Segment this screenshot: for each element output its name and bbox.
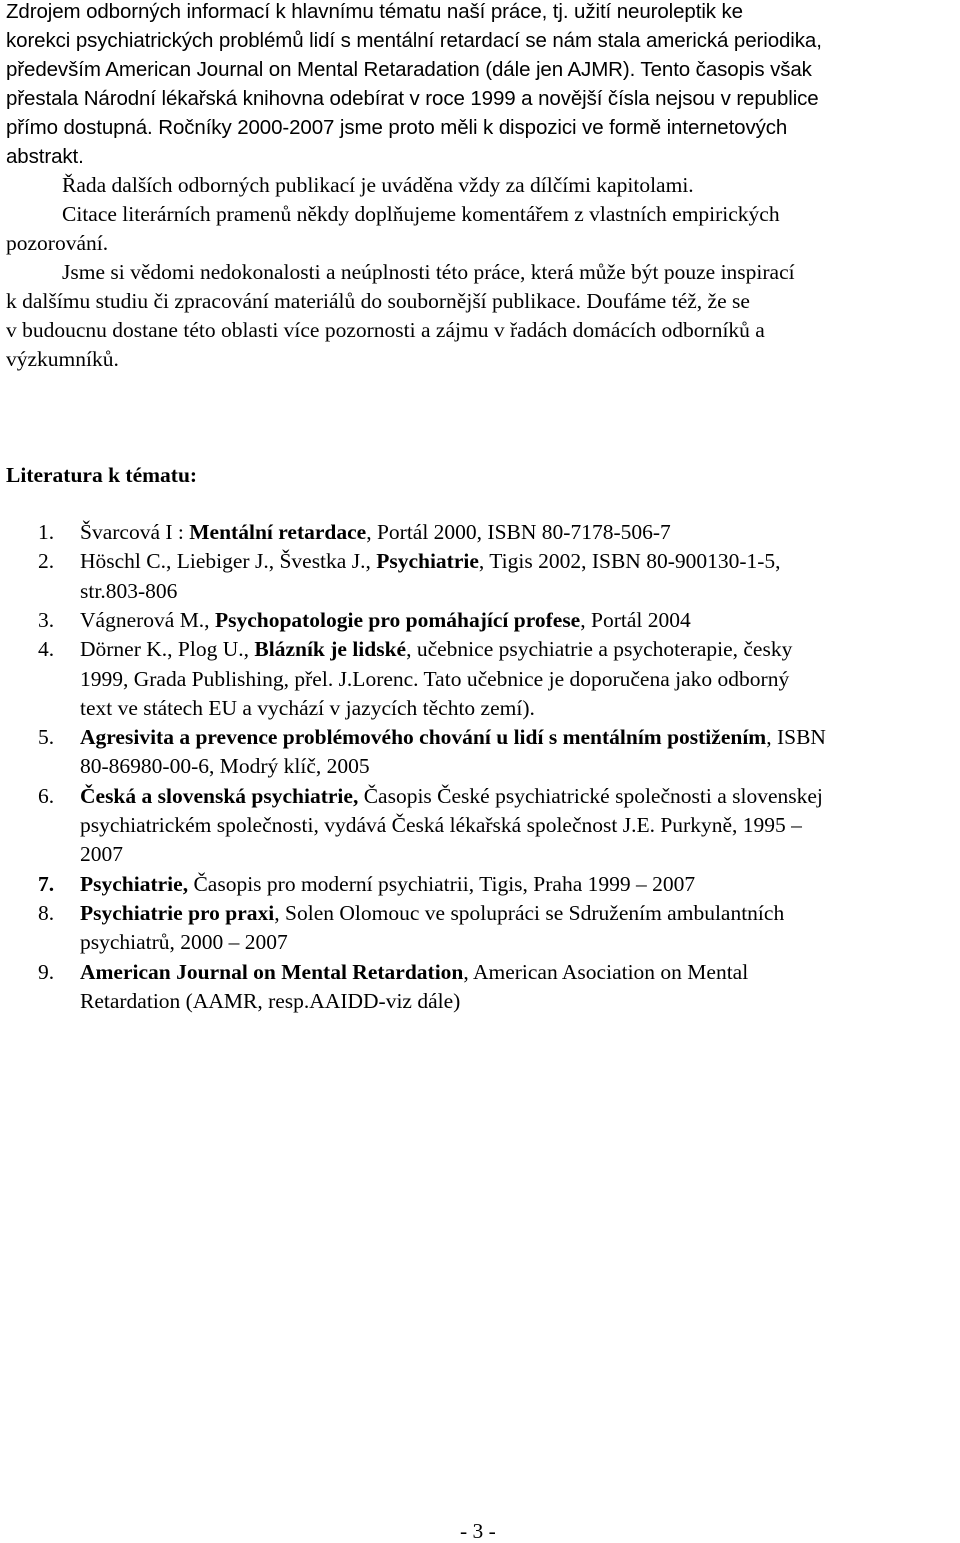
literature-heading-text: Literatura k tématu: bbox=[6, 463, 198, 487]
reference-text: Vágnerová M., bbox=[80, 607, 215, 632]
reference-line bbox=[80, 635, 792, 664]
reference-text: Časopis pro moderní psychiatrii, Tigis, Praha 1999 – 2007 bbox=[188, 871, 696, 896]
reference-title: Agresivita a prevence problémového chování u lidí s mentálním postižením bbox=[80, 725, 767, 750]
reference-line bbox=[80, 694, 535, 723]
reference-line bbox=[80, 928, 288, 957]
reference-line bbox=[80, 547, 781, 576]
reference-text: 80-86980-00-6, Modrý klíč, 2005 bbox=[80, 754, 370, 779]
body-line: Řada dalších odborných publikací je uváděna vždy za dílčími kapitolami. bbox=[62, 173, 694, 197]
reference-text: , American Asociation on Mental bbox=[463, 959, 749, 984]
reference-line bbox=[80, 723, 826, 752]
intro-line: přestala Národní lékařská knihovna odebírat v roce 1999 a novější čísla nejsou v republice bbox=[6, 87, 819, 110]
reference-text: , Portál 2000, ISBN 80-7178-506-7 bbox=[366, 520, 671, 544]
reference-title: Psychiatrie bbox=[376, 549, 479, 574]
literature-heading bbox=[6, 460, 197, 490]
reference-line bbox=[80, 606, 691, 635]
reference-number: 9. bbox=[38, 959, 55, 984]
reference-text: , ISBN bbox=[766, 725, 826, 750]
reference-title: Psychiatrie, bbox=[80, 871, 189, 896]
reference-text: str.803-806 bbox=[80, 578, 178, 603]
reference-text: Časopis České psychiatrické společnosti a slovenskej bbox=[358, 783, 823, 808]
body-line: Citace literárních pramenů někdy doplňujeme komentářem z vlastních empirických bbox=[62, 202, 780, 226]
reference-text: Retardation (AAMR, resp.AAIDD-viz dále) bbox=[80, 988, 461, 1013]
reference-line bbox=[80, 577, 177, 606]
reference-line bbox=[80, 752, 370, 781]
body-line: k dalšímu studiu či zpracování materiálů do soubornější publikace. Doufáme též, že se bbox=[6, 289, 750, 313]
reference-title: Psychiatrie pro praxi bbox=[80, 900, 275, 925]
intro-line: přímo dostupná. Ročníky 2000-2007 jsme proto měli k dispozici ve formě internetových bbox=[6, 116, 788, 139]
reference-text: Švarcová I : bbox=[80, 520, 190, 544]
reference-line bbox=[80, 870, 695, 899]
reference-line bbox=[80, 811, 802, 840]
page-number: - 3 - bbox=[460, 1519, 496, 1543]
reference-line bbox=[80, 987, 460, 1016]
reference-number: 1. bbox=[38, 520, 55, 544]
reference-line bbox=[80, 782, 823, 811]
reference-title: Mentální retardace bbox=[189, 520, 367, 544]
reference-line bbox=[80, 958, 748, 987]
reference-title: American Journal on Mental Retardation bbox=[80, 959, 464, 984]
reference-text: 2007 bbox=[80, 842, 123, 867]
reference-number: 7. bbox=[38, 871, 55, 896]
body-line: Jsme si vědomi nedokonalosti a neúplnosti této práce, která může být pouze inspirací bbox=[62, 260, 795, 284]
intro-line: především American Journal on Mental Retaradation (dále jen AJMR). Tento časopis však bbox=[6, 58, 812, 81]
reference-text: , Tigis 2002, ISBN 80-900130-1-5, bbox=[478, 549, 781, 574]
reference-number: 2. bbox=[38, 549, 55, 574]
reference-text: Dörner K., Plog U., bbox=[80, 637, 255, 662]
reference-text: , učebnice psychiatrie a psychoterapie, česky bbox=[406, 637, 793, 662]
reference-title: Česká a slovenská psychiatrie, bbox=[80, 783, 359, 808]
body-line: výzkumníků. bbox=[6, 347, 119, 371]
reference-line bbox=[80, 665, 789, 694]
reference-title: Blázník je lidské bbox=[254, 637, 407, 662]
body-line: pozorování. bbox=[6, 231, 109, 255]
reference-number: 5. bbox=[38, 725, 55, 750]
reference-line bbox=[80, 840, 123, 869]
reference-line bbox=[80, 899, 784, 928]
body-line: v budoucnu dostane této oblasti více pozornosti a zájmu v řadách domácích odborníků a bbox=[6, 318, 765, 342]
reference-text: , Solen Olomouc ve spolupráci se Sdružením ambulantních bbox=[274, 900, 785, 925]
reference-title: Psychopatologie pro pomáhající profese bbox=[214, 607, 581, 632]
reference-text: Höschl C., Liebiger J., Švestka J., bbox=[80, 549, 377, 574]
reference-text: psychiatrickém společnosti, vydává Česká lékařská společnost J.E. Purkyně, 1995 – bbox=[80, 813, 802, 837]
intro-line: korekci psychiatrických problémů lidí s mentální retardací se nám stala americká periodika, bbox=[6, 29, 822, 52]
reference-line bbox=[80, 518, 671, 547]
reference-number: 3. bbox=[38, 607, 55, 632]
intro-line: Zdrojem odborných informací k hlavnímu tématu naší práce, tj. užití neuroleptik ke bbox=[6, 0, 743, 23]
reference-number: 8. bbox=[38, 900, 55, 925]
reference-number: 6. bbox=[38, 783, 55, 808]
intro-line: abstrakt. bbox=[6, 145, 84, 168]
reference-number: 4. bbox=[38, 637, 55, 662]
reference-text: 1999, Grada Publishing, přel. J.Lorenc. Tato učebnice je doporučena jako odborný bbox=[80, 666, 790, 691]
reference-text: , Portál 2004 bbox=[580, 607, 691, 632]
reference-text: psychiatrů, 2000 – 2007 bbox=[80, 930, 288, 955]
reference-text: text ve státech EU a vychází v jazycích těchto zemí). bbox=[80, 695, 535, 720]
